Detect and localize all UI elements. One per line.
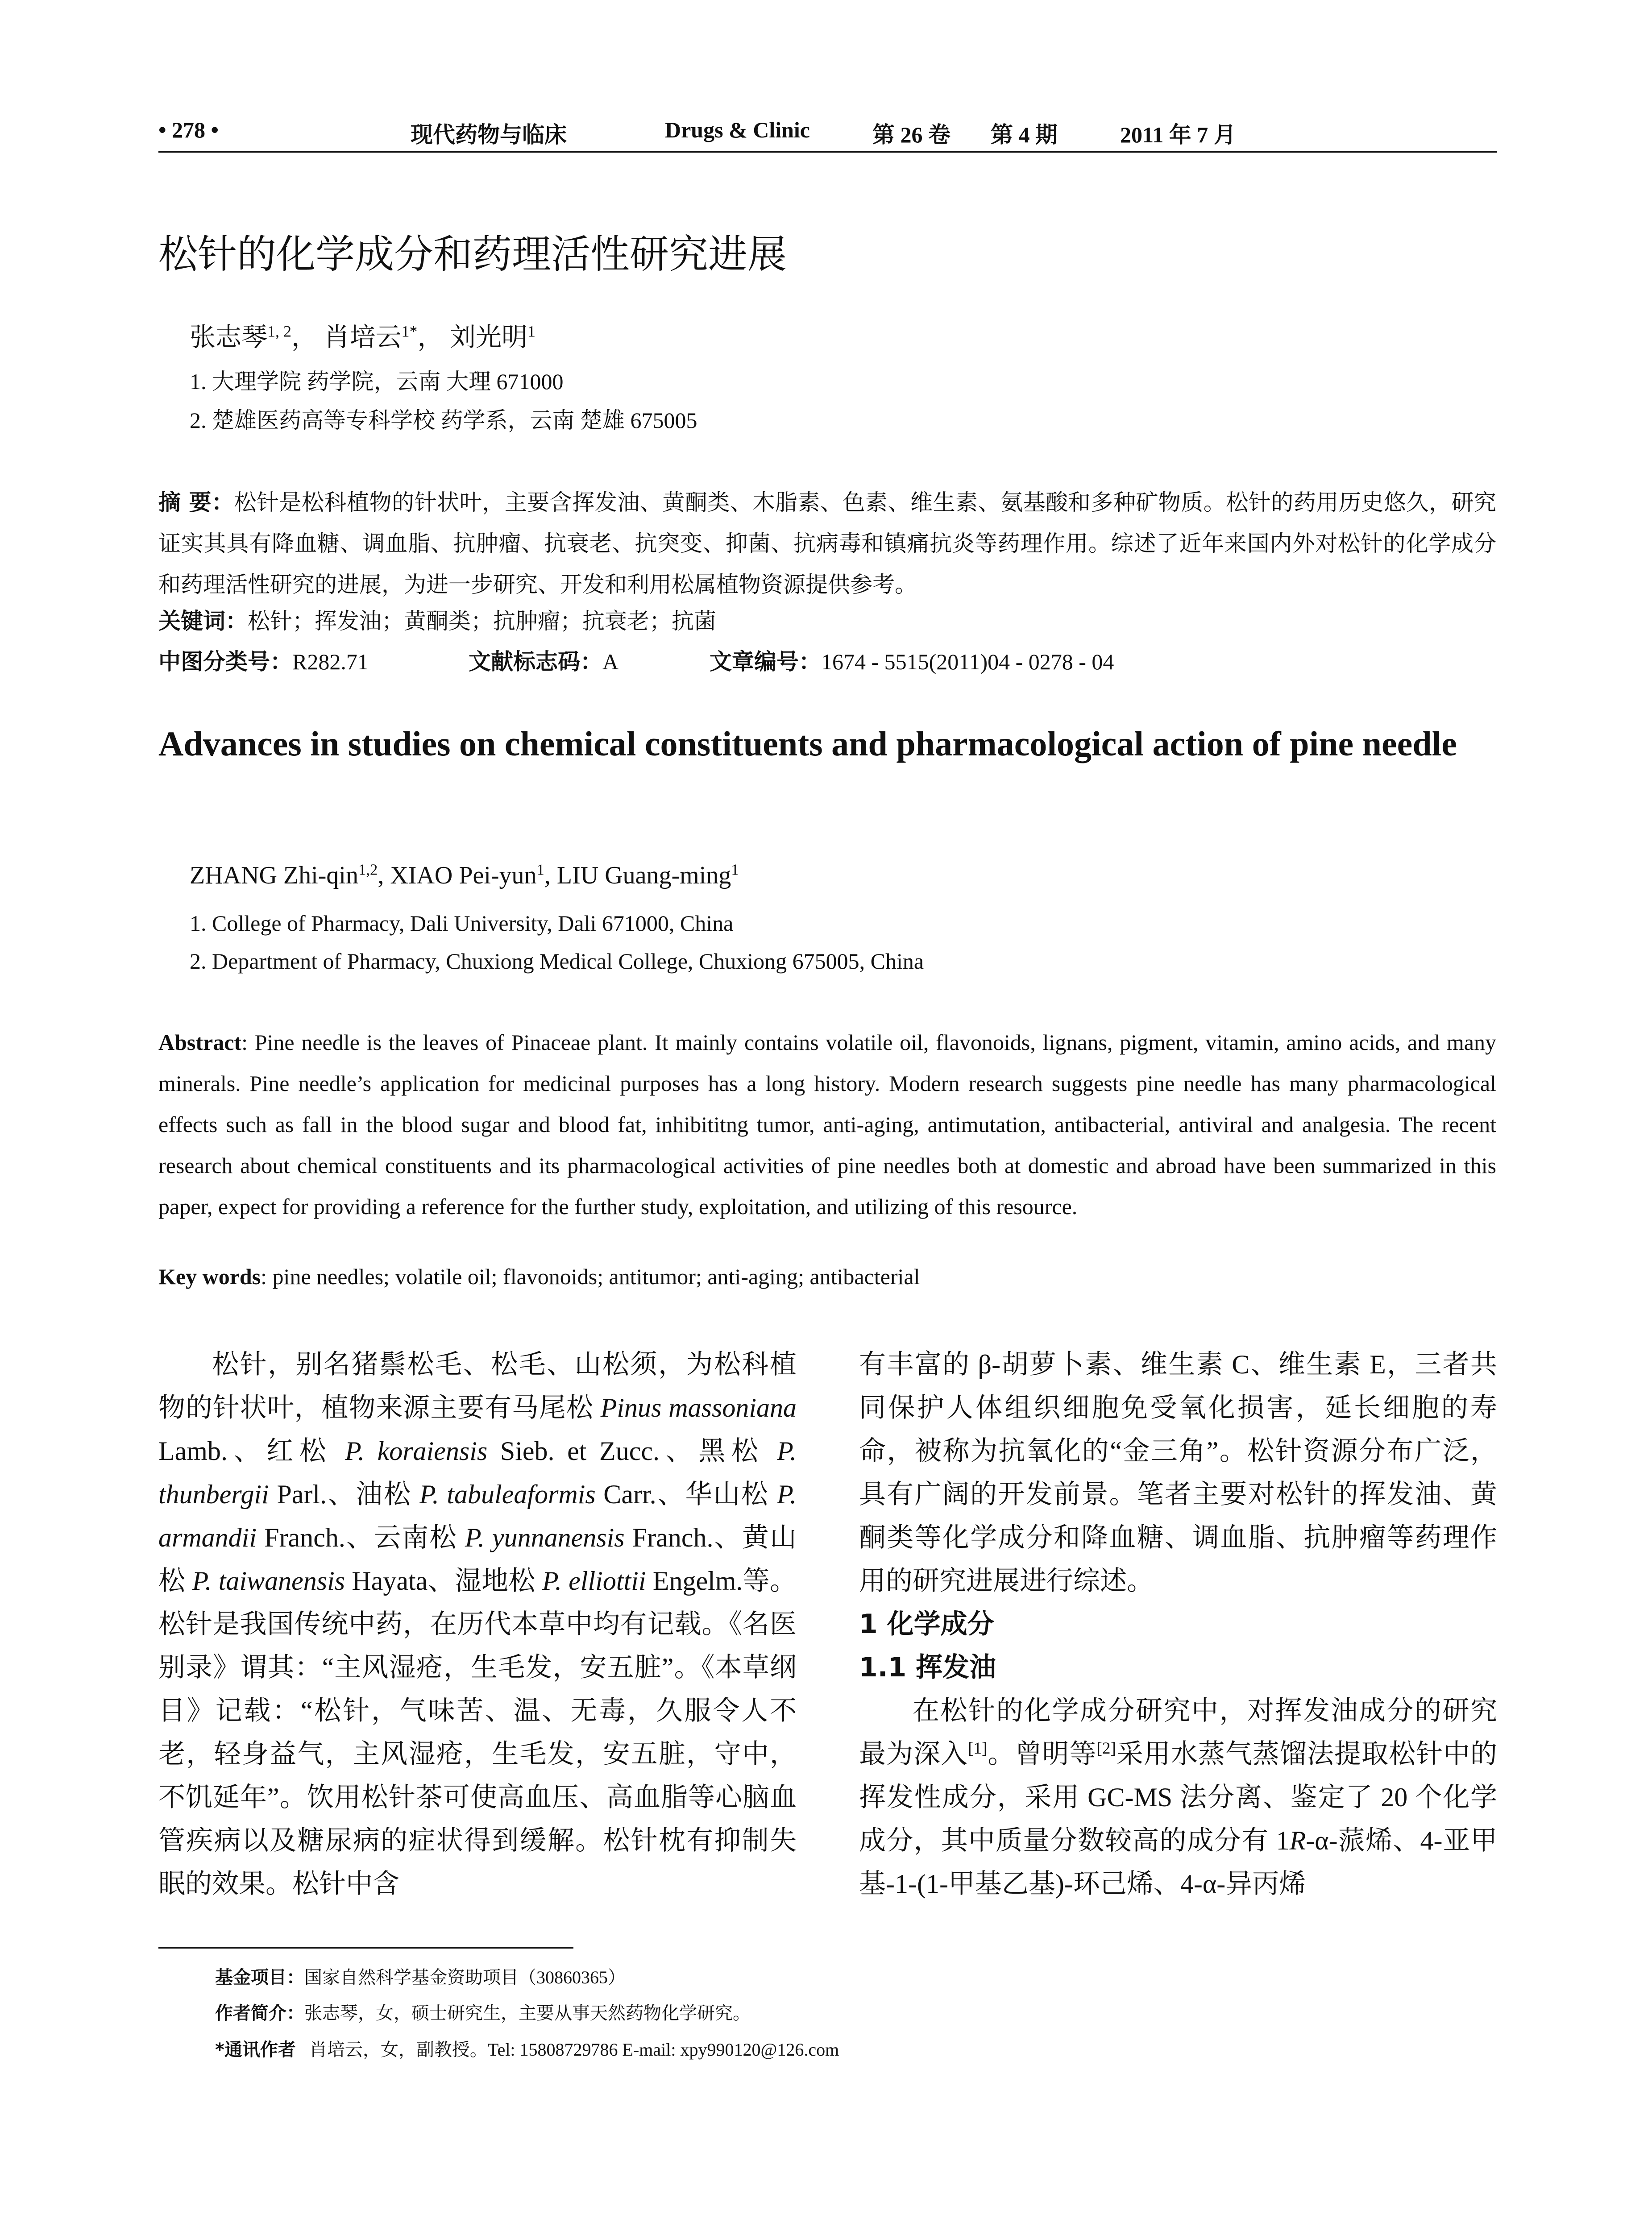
body-text: Carr.、华山松 <box>595 1480 777 1509</box>
clc-number: R282.71 <box>292 649 369 674</box>
title-cn: 松针的化学成分和药理活性研究进展 <box>158 231 787 277</box>
body-column-left <box>158 1343 797 1906</box>
affiliation-en-1: 1. College of Pharmacy, Dali University, Dali 671000, China <box>190 911 734 936</box>
page-number: • 278 • <box>158 117 219 142</box>
footnote-text: 肖培云，女，副教授。Tel: 15808729786 E-mail: xpy990120@126.com <box>309 2040 839 2060</box>
footnote-corresponding <box>215 2036 839 2061</box>
journal-name-cn: 现代药物与临床 <box>411 122 567 148</box>
affiliation-cn-2: 2. 楚雄医药高等专科学校 药学系，云南 楚雄 675005 <box>190 408 697 433</box>
footnote-text: 国家自然科学基金资助项目（30860365） <box>304 1967 626 1987</box>
running-header <box>158 117 1496 148</box>
footnote-funding <box>215 1963 626 1989</box>
abstract-cn <box>158 482 1496 605</box>
author-name: ZHANG Zhi-qin <box>190 862 358 889</box>
keywords-en-text: : pine needles; volatile oil; flavonoids; antitumor; anti-aging; antibacterial <box>261 1264 920 1289</box>
body-text: Hayata、湿地松 <box>345 1566 542 1596</box>
keywords-cn-label: 关键词： <box>158 608 248 634</box>
author-name: 张志琴 <box>190 323 268 352</box>
body-text: Parl.、油松 <box>269 1480 419 1509</box>
species-name: P. koraiensis <box>345 1436 488 1466</box>
body-text: Franch.、云南松 <box>257 1523 465 1552</box>
body-text: Engelm.等。松针是我国传统中药，在历代本草中均有记载。《名医别录》谓其：“主风湿疮，生毛发，安五脏”。《本草纲目》记载：“松针，气味苦、温、无毒，久服令人不老，轻身益气，主风湿疮，生毛发，安五脏，守中，不饥延年”。饮用松针茶可使高血压、高血脂等心脑血管疾病以及糖尿病的症状得到缓解。松针枕有抑制失眠的效果。松针中含 <box>158 1566 797 1899</box>
author-affil-mark: 1 <box>731 861 739 879</box>
footnote-label: 作者简介： <box>215 2003 304 2024</box>
body-text: Sieb. et Zucc.、黑松 <box>487 1436 777 1466</box>
body-text: -α-蒎烯、4-亚甲基-1-(1-甲基乙基)-环己烯、4-α-异丙烯 <box>859 1826 1497 1899</box>
species-name: P. armandii <box>158 1480 797 1552</box>
body-text: 采用水蒸气蒸馏法提取松针中的挥发性成分，采用 GC-MS 法分离、鉴定了 20 个化学成分，其中质量分数较高的成分有 1 <box>859 1739 1498 1855</box>
affiliation-en-2: 2. Department of Pharmacy, Chuxiong Medical College, Chuxiong 675005, China <box>190 949 924 974</box>
footnote-text: 张志琴，女，硕士研究生，主要从事天然药物化学研究。 <box>304 2003 751 2023</box>
body-text: Franch.、黄山松 <box>158 1523 797 1596</box>
section-heading: 1 化学成分 <box>859 1609 994 1640</box>
author-separator: , <box>544 862 557 889</box>
citation-ref: [2] <box>1096 1739 1116 1758</box>
body-paragraph <box>158 1343 797 1906</box>
abstract-en-label: Abstract <box>158 1030 242 1055</box>
body-text: 。曾明等 <box>987 1739 1097 1769</box>
keywords-en <box>158 1264 920 1290</box>
citation-ref: [1] <box>968 1739 988 1758</box>
authors-cn <box>190 316 535 353</box>
keywords-cn-text: 松针；挥发油；黄酮类；抗肿瘤；抗衰老；抗菌 <box>248 609 716 634</box>
subsection-heading: 1.1 挥发油 <box>859 1652 996 1683</box>
footnote-rule <box>158 1947 573 1949</box>
abstract-cn-label: 摘 要： <box>158 489 234 515</box>
author-name: 刘光明 <box>449 323 527 352</box>
author-name: 肖培云 <box>324 323 402 352</box>
issue: 第 4 期 <box>991 122 1058 147</box>
footnote-label: *通讯作者 <box>215 2040 296 2060</box>
species-name: P. taiwanensis <box>192 1566 345 1596</box>
species-name: P. elliottii <box>542 1566 646 1596</box>
author-affil-mark: 1 <box>527 322 535 340</box>
journal-name-en: Drugs & Clinic <box>665 117 810 142</box>
affiliation-cn-1: 1. 大理学院 药学院，云南 大理 671000 <box>190 369 564 394</box>
stereo-descriptor: R <box>1289 1826 1306 1855</box>
footnote-label: 基金项目： <box>215 1967 304 1988</box>
author-affil-mark: 1 <box>536 861 544 879</box>
abstract-en-text: : Pine needle is the leaves of Pinaceae plant. It mainly contains volatile oil, flavonoids, lignans, pigment, vitamin, amino acids, and many minerals. Pine needle’s application for medicinal purposes has a long history. Modern research suggests pine needle has many pharmacological effects such as fall in the blood sugar and blood fat, inhibititng tumor, anti-aging, antimutation, antibacterial, antiviral and analgesia. The recent research about chemical constituents and its pharmacological activities of pine needles both at domestic and abroad have been summarized in this paper, expect for providing a reference for the further study, exploitation, and utilizing of this resource. <box>158 1030 1496 1219</box>
author-affil-mark: 1* <box>401 322 418 340</box>
species-name: P. tabuleaformis <box>419 1480 596 1509</box>
author-affil-mark: 1, 2 <box>267 322 291 340</box>
authors-en <box>190 861 739 890</box>
body-paragraph <box>859 1689 1497 1906</box>
author-separator: ， <box>417 323 444 352</box>
doc-code-label: 文献标志码： <box>469 649 602 675</box>
volume: 第 26 卷 <box>872 122 951 147</box>
author-separator: ， <box>291 323 317 352</box>
header-rule <box>158 151 1497 153</box>
classification-line <box>158 644 1497 675</box>
body-text: 在松针的化学成分研究中，对挥发油成分的研究最为深入 <box>859 1696 1497 1769</box>
article-number-label: 文章编号： <box>710 649 821 675</box>
body-paragraph: 有丰富的 β-胡萝卜素、维生素 C、维生素 E，三者共同保护人体组织细胞免受氧化损害，延长细胞的寿命，被称为抗氧化的“金三角”。松针资源分布广泛，具有广阔的开发前景。笔者主要对松针的挥发油、黄酮类等化学成分和降血糖、调血脂、抗肿瘤等药理作用的研究进展进行综述。 <box>859 1350 1497 1596</box>
clc-label: 中图分类号： <box>158 649 292 675</box>
abstract-en <box>158 1022 1496 1227</box>
article-number: 1674 - 5515(2011)04 - 0278 - 04 <box>821 649 1114 674</box>
issue-date: 2011 年 7 月 <box>1120 122 1236 147</box>
footnote-author-bio <box>215 1999 751 2024</box>
doc-code: A <box>602 649 619 674</box>
body-text: 松针，别名猪鬃松毛、松毛、山松须，为松科植物的针状叶，植物来源主要有马尾松 <box>158 1350 797 1422</box>
body-text: Lamb.、红松 <box>158 1436 345 1466</box>
title-en: Advances in studies on chemical constituents and pharmacological action of pine needle <box>158 724 1457 763</box>
species-name: P. thunbergii <box>158 1436 797 1509</box>
abstract-cn-text: 松针是松科植物的针状叶，主要含挥发油、黄酮类、木脂素、色素、维生素、氨基酸和多种矿物质。松针的药用历史悠久，研究证实其具有降血糖、调血脂、抗肿瘤、抗衰老、抗突变、抑菌、抗病毒和镇痛抗炎等药理作用。综述了近年来国内外对松针的化学成分和药理活性研究的进展，为进一步研究、开发和利用松属植物资源提供参考。 <box>158 490 1496 597</box>
author-separator: , <box>378 862 390 889</box>
keywords-en-label: Key words <box>158 1264 261 1289</box>
author-name: LIU Guang-ming <box>556 862 731 889</box>
species-name: P. yunnanensis <box>465 1523 625 1552</box>
author-name: XIAO Pei-yun <box>390 862 537 889</box>
author-affil-mark: 1,2 <box>358 861 378 879</box>
species-name: Pinus massoniana <box>600 1393 797 1422</box>
keywords-cn <box>158 603 716 635</box>
body-column-right <box>859 1343 1497 1906</box>
